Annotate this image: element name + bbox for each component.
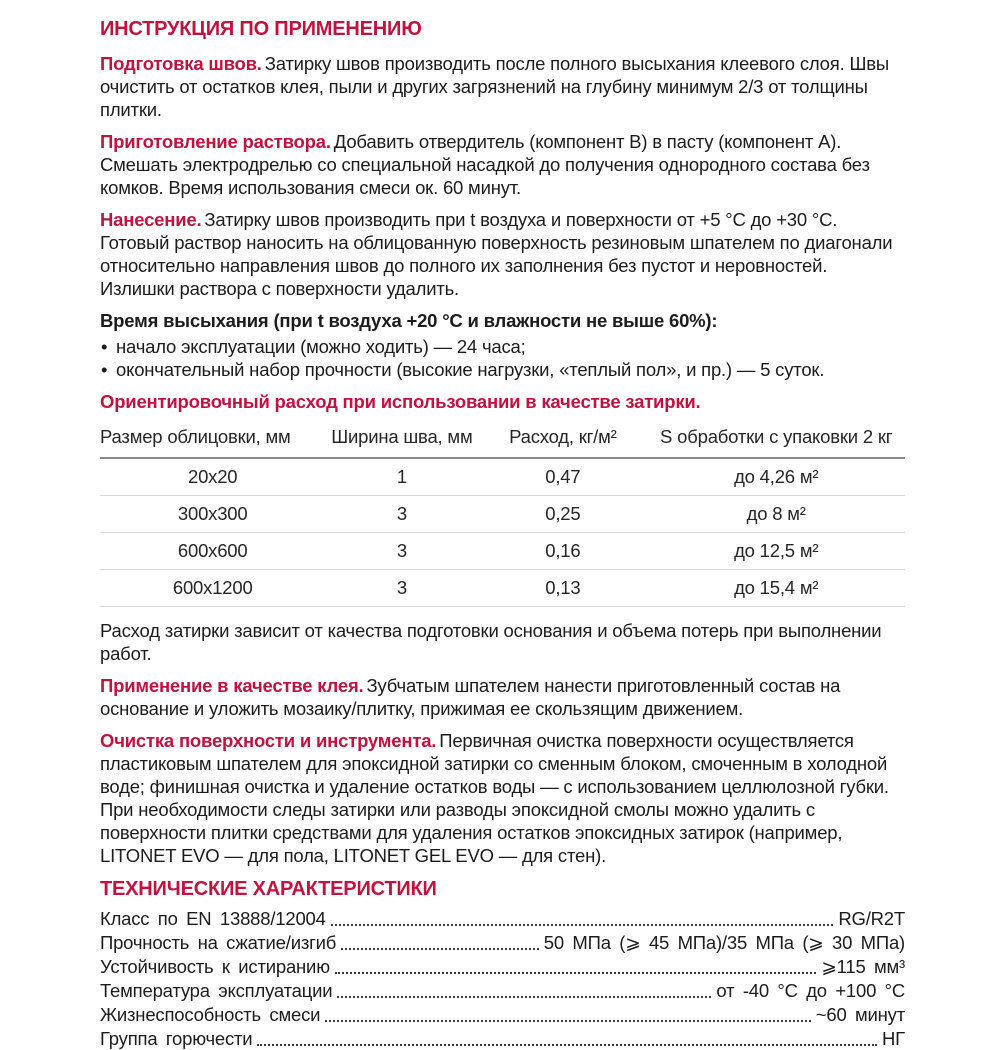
table-cell-joint-width: 3 [325,533,478,570]
spec-label: Прочность на сжатие/изгиб [100,932,337,953]
column-header-coverage: S обработки с упаковки 2 кг [647,418,905,458]
paragraph-cleaning-lead: Очистка поверхности и инструмента. [100,730,437,751]
spec-value: ⩾115 мм³ [821,956,905,977]
spec-value: от -40 °C до +100 °C [716,980,905,1001]
table-row [100,496,905,533]
paragraph-mixing-lead: Приготовление раствора. [100,131,331,152]
drying-time-heading: Время высыхания (при t воздуха +20 °C и влажности не выше 60%): [100,310,718,331]
spec-row-temperature [100,979,905,1002]
table-cell-joint-width: 1 [325,458,478,496]
spec-value: ~60 минут [815,1004,905,1025]
spec-label: Класс по EN 13888/12004 [100,908,326,929]
paragraph-cleaning-text: Первичная очистка поверхности осуществляется пластиковым шпателем для эпоксидной затирки со сменным блоком, смоченным в холодной воде; финишная очистка и удаление остатков воды — с использованием целлюлозной губки. При необходимости следы затирки или разводы эпоксидной смолы можно удалить с поверхности плитки средствами для удаления остатков эпоксидных затирок (например, LITONET EVO — для пола, LITONET GEL EVO — для стен). [100,730,889,866]
table-cell-coverage: до 12,5 м² [647,533,905,570]
column-header-consumption: Расход, кг/м² [478,418,647,458]
paragraph-preparation-lead: Подготовка швов. [100,53,262,74]
table-cell-consumption: 0,47 [478,458,647,496]
table-cell-tile-size: 600x600 [100,533,325,570]
spec-label: Устойчивость к истиранию [100,956,330,977]
paragraph-adhesive-use-lead: Применение в качестве клея. [100,675,364,696]
table-cell-coverage: до 15,4 м² [647,570,905,607]
paragraph-mixing [100,130,905,199]
paragraph-cleaning [100,729,905,867]
spec-row-abrasion [100,955,905,978]
spec-value: RG/R2T [838,908,905,929]
paragraph-adhesive-use [100,674,905,720]
table-cell-consumption: 0,25 [478,496,647,533]
table-cell-consumption: 0,16 [478,533,647,570]
table-row [100,458,905,496]
consumption-heading: Ориентировочный расход при использовании в качестве затирки. [100,391,701,412]
table-header-row [100,418,905,458]
paragraph-application-text: Затирку швов производить при t воздуха и поверхности от +5 °C до +30 °C. Готовый раствор наносить на облицованную поверхность резиновым шпателем по диагонали относительно направления швов до полного их заполнения без пустот и неровностей. Излишки раствора с поверхности удалить. [100,209,893,299]
paragraph-preparation [100,52,905,121]
column-header-tile-size: Размер облицовки, мм [100,418,325,458]
page-title: ИНСТРУКЦИЯ ПО ПРИМЕНЕНИЮ [100,18,422,40]
dotted-leader [341,948,539,950]
spec-label: Группа горючести [100,1028,253,1049]
spec-label: Жизнеспособность смеси [100,1004,321,1025]
spec-value: 50 МПа (⩾ 45 МПа)/35 МПа (⩾ 30 МПа) [543,932,905,953]
table-cell-joint-width: 3 [325,496,478,533]
drying-bullets [100,335,905,381]
paragraph-adhesive-use-text: Зубчатым шпателем нанести приготовленный состав на основание и уложить мозаику/плитку, прижимая ее скользящим движением. [100,675,841,719]
paragraph-mixing-text: Добавить отвердитель (компонент B) в пасту (компонент A). Смешать электродрелью со специальной насадкой до получения однородного состава без комков. Время использования смеси ок. 60 минут. [100,131,870,198]
table-cell-coverage: до 4,26 м² [647,458,905,496]
table-row [100,533,905,570]
paragraph-preparation-text: Затирку швов производить после полного высыхания клеевого слоя. Швы очистить от остатков клея, пыли и других загрязнений на глубину минимум 2/3 от толщины плитки. [100,53,889,120]
table-cell-coverage: до 8 м² [647,496,905,533]
spec-value: НГ [882,1028,905,1049]
column-header-joint-width: Ширина шва, мм [325,418,478,458]
dotted-leader [337,996,711,998]
paragraph-application-lead: Нанесение. [100,209,202,230]
table-cell-consumption: 0,13 [478,570,647,607]
bullet-item-final-strength: • окончательный набор прочности (высокие нагрузки, «теплый пол», и пр.) — 5 суток. [100,358,905,381]
dotted-leader [331,924,834,926]
dotted-leader [257,1044,877,1046]
table-cell-tile-size: 20x20 [100,458,325,496]
spec-row-flammability [100,1027,905,1050]
table-cell-tile-size: 300x300 [100,496,325,533]
consumption-table [100,418,905,607]
dotted-leader [335,972,816,974]
bullet-item-start-of-use: • начало эксплуатации (можно ходить) — 24 часа; [100,335,905,358]
tech-specs-heading: ТЕХНИЧЕСКИЕ ХАРАКТЕРИСТИКИ [100,878,437,900]
spec-row-class [100,907,905,930]
tech-spec-list [100,907,905,1050]
table-cell-joint-width: 3 [325,570,478,607]
paragraph-application [100,208,905,300]
spec-label: Температура эксплуатации [100,980,333,1001]
dotted-leader [325,1020,811,1022]
table-note: Расход затирки зависит от качества подготовки основания и объема потерь при выполнении работ. [100,620,882,664]
table-row [100,570,905,607]
spec-row-pot-life [100,1003,905,1026]
spec-row-strength [100,931,905,954]
table-cell-tile-size: 600x1200 [100,570,325,607]
